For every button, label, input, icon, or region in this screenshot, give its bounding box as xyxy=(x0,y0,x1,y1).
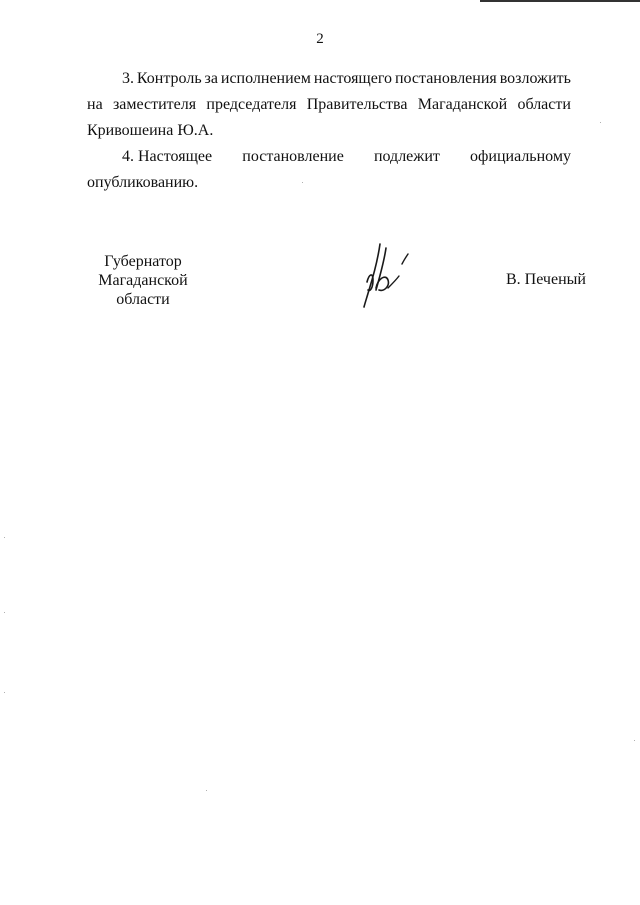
word: за xyxy=(204,70,218,87)
scan-edge-rule xyxy=(480,0,640,2)
scan-speck xyxy=(600,122,601,123)
word: постановление xyxy=(242,148,344,165)
word: области xyxy=(517,96,571,113)
word: заместителя xyxy=(112,96,197,113)
governor-title xyxy=(73,252,213,309)
word: подлежит xyxy=(373,148,440,165)
governor-title-line-1: Губернатор xyxy=(104,253,182,270)
word: настоящего xyxy=(313,70,393,87)
word: 3. xyxy=(122,70,134,87)
word: исполнением xyxy=(220,70,311,87)
paragraph-3-line-2 xyxy=(87,92,571,118)
paragraph-3-line-1 xyxy=(87,66,571,92)
scan-speck xyxy=(206,790,207,791)
scan-speck xyxy=(634,740,635,741)
word: Правительства xyxy=(306,96,408,113)
word: председателя xyxy=(206,96,297,113)
scan-speck xyxy=(4,692,5,693)
word: возложить xyxy=(499,70,571,87)
word: Магаданской xyxy=(417,96,508,113)
word: Контроль xyxy=(136,70,202,87)
paragraph-4-line-2: опубликованию. xyxy=(87,174,199,191)
paragraph-3-line-3: Кривошеина Ю.А. xyxy=(87,122,214,139)
word: официальному xyxy=(470,148,571,165)
scan-speck xyxy=(302,182,303,183)
paragraph-4 xyxy=(87,144,571,196)
page-number: 2 xyxy=(316,31,324,47)
scan-speck xyxy=(4,537,5,538)
paragraph-3 xyxy=(87,66,571,144)
word: постановления xyxy=(394,70,497,87)
signature-icon xyxy=(358,240,418,308)
signer-name: В. Печеный xyxy=(506,271,586,288)
word: на xyxy=(87,96,103,113)
paragraph-4-line-1 xyxy=(87,144,571,170)
word: 4. Настоящее xyxy=(122,148,213,165)
scan-speck xyxy=(4,612,5,613)
governor-title-line-2: Магаданской области xyxy=(98,272,188,308)
